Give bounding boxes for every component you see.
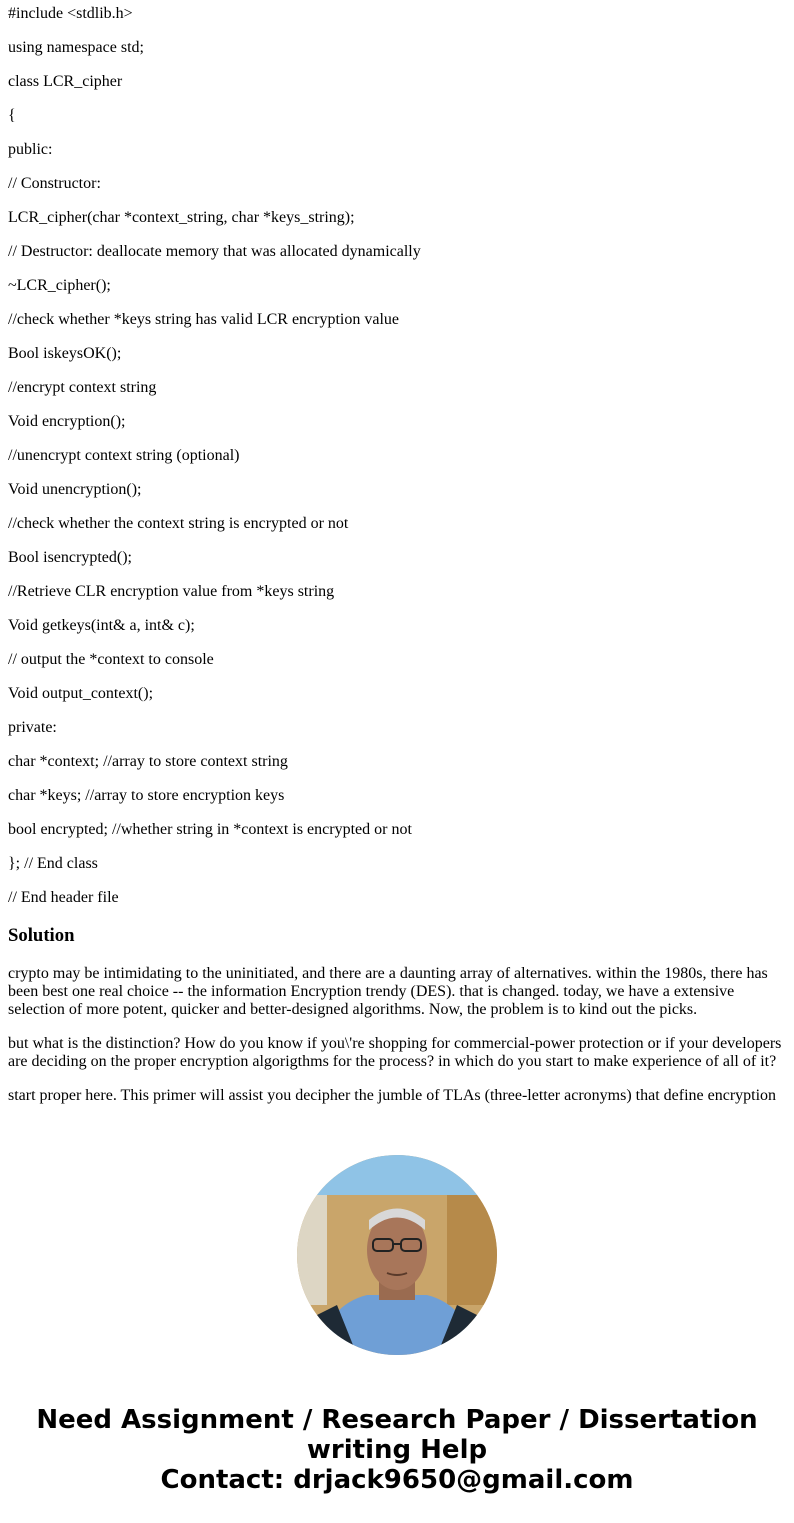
code-line: }; // End class [8,855,98,872]
contact-banner [8,1405,786,1495]
solution-paragraph: start proper here. This primer will assist you decipher the jumble of TLAs (three-letter acronyms) that define encryption [8,1087,777,1104]
cta-headline: Need Assignment / Research Paper / Dissertation writing Help [36,1405,758,1465]
solution-paragraph: crypto may be intimidating to the uninitiated, and there are a daunting array of alternatives. within the 1980s, there has been best one real choice -- the information Encryption trendy (DES). that is changed. today, we have a extensive selection of more potent, quicker and better-designed algorithms. Now, the problem is to kind out the picks. [8,965,768,1018]
code-line: #include <stdlib.h> [8,5,133,22]
code-line: public: [8,141,53,158]
code-line: bool encrypted; //whether string in *context is encrypted or not [8,821,412,838]
code-line: // output the *context to console [8,651,214,668]
code-line: Bool iskeysOK(); [8,345,122,362]
code-line: { [8,107,16,124]
author-photo [297,1155,497,1355]
solution-paragraph: but what is the distinction? How do you know if you\'re shopping for commercial-power protection or if your developers are deciding on the proper encryption algorigthms for the process? in which do you start to make experience of all of it? [8,1035,782,1070]
code-line: Void unencryption(); [8,481,142,498]
code-line: Bool isencrypted(); [8,549,132,566]
code-line: LCR_cipher(char *context_string, char *keys_string); [8,209,355,226]
code-line: // Constructor: [8,175,101,192]
code-line: //unencrypt context string (optional) [8,447,240,464]
code-listing [8,5,786,907]
cta-contact: Contact: drjack9650@gmail.com [160,1465,634,1495]
solution-heading: Solution [8,925,75,946]
code-line: // End header file [8,889,119,906]
code-line: Void encryption(); [8,413,126,430]
code-line: //check whether *keys string has valid LCR encryption value [8,311,400,328]
code-line: class LCR_cipher [8,73,123,90]
code-line: Void getkeys(int& a, int& c); [8,617,195,634]
code-line: private: [8,719,57,736]
code-line: Void output_context(); [8,685,154,702]
code-line: // Destructor: deallocate memory that was allocated dynamically [8,243,421,260]
code-line: char *keys; //array to store encryption keys [8,787,285,804]
code-line: using namespace std; [8,39,144,56]
author-photo-container [8,1155,786,1355]
code-line: //Retrieve CLR encryption value from *keys string [8,583,335,600]
code-line: ~LCR_cipher(); [8,277,111,294]
code-line: char *context; //array to store context string [8,753,288,770]
code-line: //check whether the context string is encrypted or not [8,515,349,532]
code-line: //encrypt context string [8,379,157,396]
